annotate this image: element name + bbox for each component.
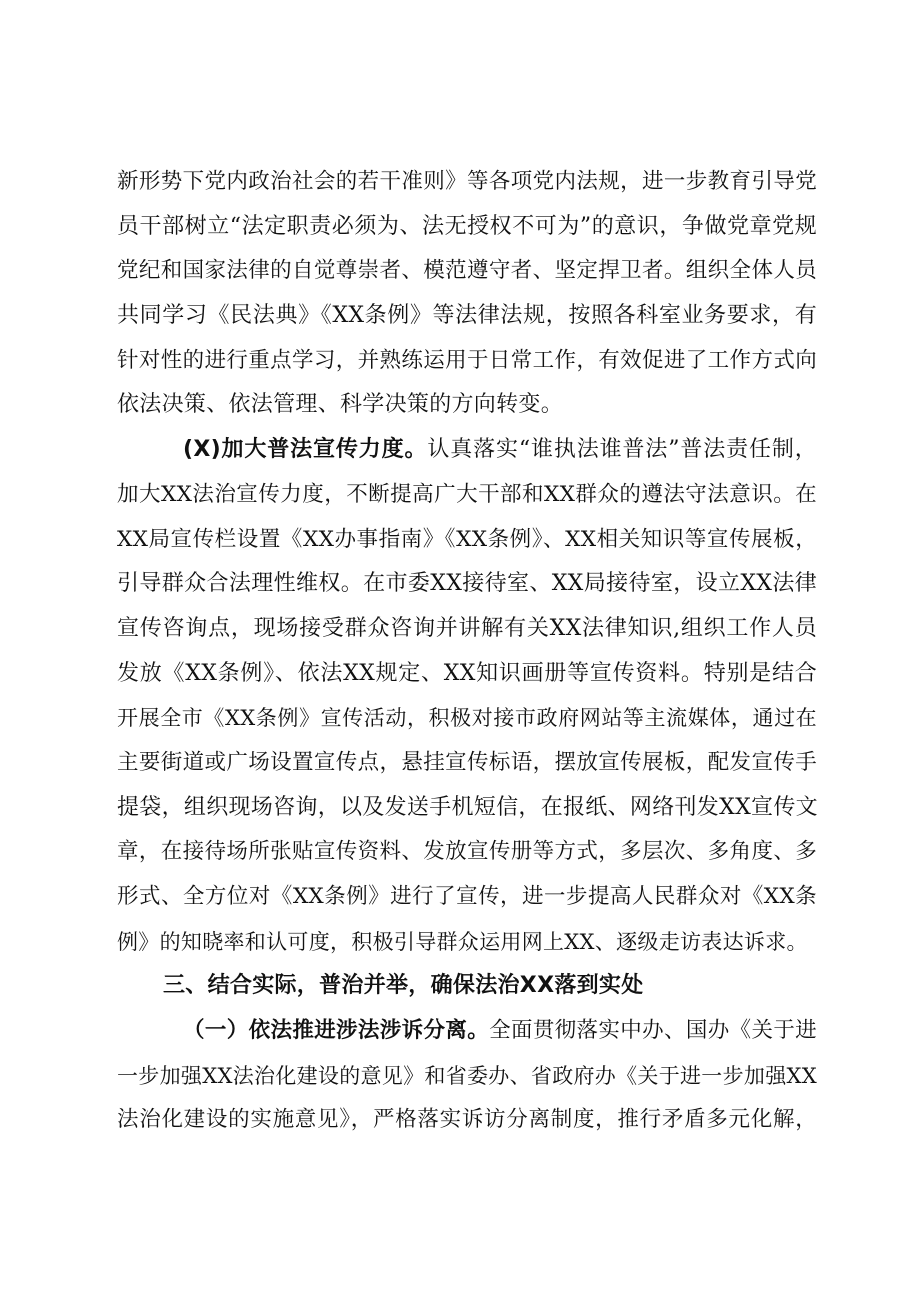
section-heading: 三、结合实际，普治并举，确保法治XX落到实处 bbox=[163, 973, 644, 998]
paragraph-line: 例》的知晓率和认可度，积极引导群众运用网上XX、逐级走访表达诉求。 bbox=[117, 930, 808, 954]
paragraph-line: 提袋，组织现场咨询，以及发送手机短信，在报纸、网络刊发XX宣传文 bbox=[117, 795, 818, 820]
paragraph-line: 法治化建设的实施意见》，严格落实诉访分离制度，推行矛盾多元化解， bbox=[117, 1107, 817, 1132]
paragraph-line: 形式、全方位对《XX条例》进行了宣传，进一步提高人民群众对《XX条 bbox=[117, 884, 817, 909]
paragraph-line: 员干部树立“法定职责必须为、法无授权不可为”的意识，争做党章党规 bbox=[117, 214, 817, 239]
paragraph-text: 全面贯彻落实中办、国办《关于进 bbox=[489, 1018, 817, 1043]
paragraph-line: 加大XX法治宣传力度，不断提高广大干部和XX群众的遵法守法意识。在 bbox=[117, 482, 817, 507]
paragraph-line: 一步加强XX法治化建设的意见》和省委办、省政府办《关于进一步加强XX bbox=[117, 1064, 817, 1088]
paragraph-line: 新形势下党内政治社会的若干准则》等各项党内法规，进一步教育引导党 bbox=[117, 169, 817, 194]
paragraph-line: 宣传咨询点，现场接受群众咨询并讲解有关XX法律知识,组织工作人员 bbox=[117, 616, 817, 641]
paragraph-first-line bbox=[183, 1016, 817, 1046]
paragraph-line: 主要街道或广场设置宣传点，悬挂宣传标语，摆放宣传展板，配发宣传手 bbox=[117, 750, 817, 775]
paragraph-line: 针对性的进行重点学习，并熟练运用于日常工作，有效促进了工作方式向 bbox=[117, 348, 817, 373]
section-subheading: （一）依法推进涉法涉诉分离。 bbox=[183, 1018, 490, 1043]
paragraph-line: 发放《XX条例》、依法XX规定、XX知识画册等宣传资料。特别是结合 bbox=[117, 661, 817, 686]
paragraph-line: 开展全市《XX条例》宣传活动，积极对接市政府网站等主流媒体，通过在 bbox=[117, 706, 817, 730]
paragraph-line: 引导群众合法理性维权。在市委XX接待室、XX局接待室，设立XX法律 bbox=[117, 571, 817, 596]
paragraph-line: 共同学习《民法典》《XX条例》等法律法规，按照各科室业务要求，有 bbox=[117, 303, 817, 328]
paragraph-line: 党纪和国家法律的自觉尊崇者、模范遵守者、坚定捍卫者。组织全体人员 bbox=[117, 258, 817, 283]
paragraph-line: 依法决策、依法管理、科学决策的方向转变。 bbox=[117, 392, 564, 417]
paragraph-line: XX局宣传栏设置《XX办事指南》《XX条例》、XX相关知识等宣传展板， bbox=[117, 527, 817, 552]
paragraph-first-line bbox=[183, 435, 817, 465]
paragraph-text: 认真落实“谁执法谁普法”普法责任制， bbox=[427, 437, 817, 462]
section-subheading: (X)加大普法宣传力度。 bbox=[183, 437, 428, 462]
paragraph-line: 章，在接待场所张贴宣传资料、发放宣传册等方式，多层次、多角度、多 bbox=[117, 839, 817, 864]
